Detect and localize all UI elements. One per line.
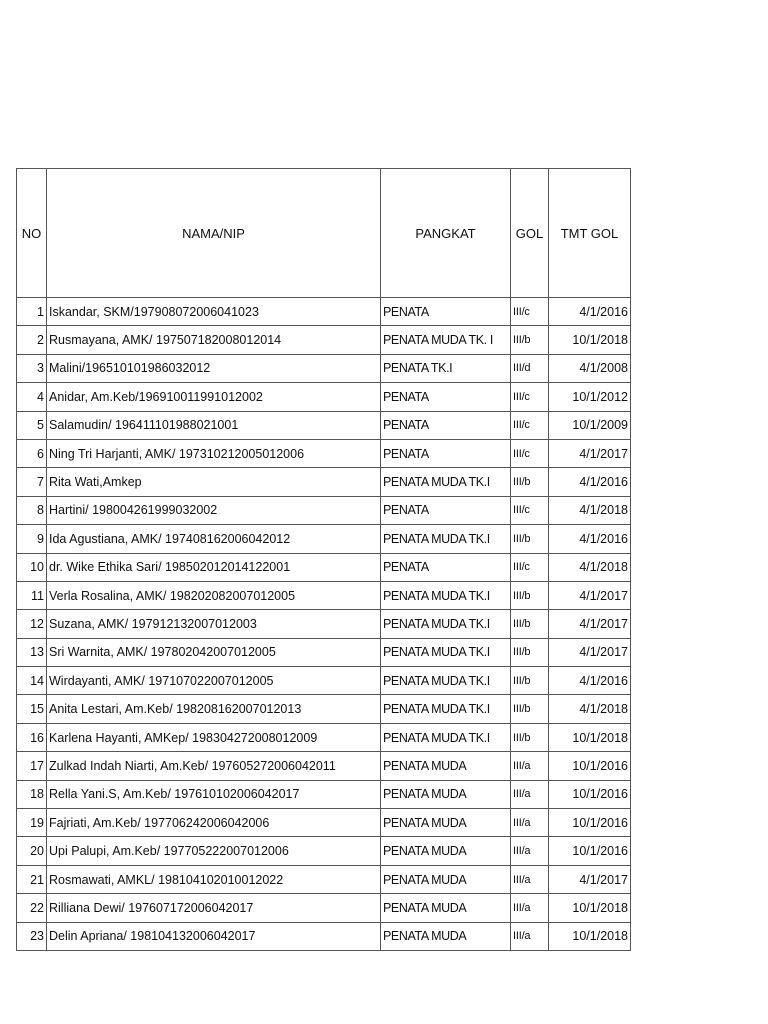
cell-pangkat: PENATA MUDA TK.I [381,667,511,695]
cell-nama-nip: Rusmayana, AMK/ 197507182008012014 [47,326,381,354]
cell-no: 9 [17,525,47,553]
cell-gol: III/a [511,780,549,808]
table-row [17,865,631,893]
table-row [17,610,631,638]
cell-nama-nip: Ning Tri Harjanti, AMK/ 197310212005012006 [47,439,381,467]
cell-no: 5 [17,411,47,439]
cell-tmt-gol: 4/1/2016 [549,525,631,553]
cell-no: 10 [17,553,47,581]
cell-tmt-gol: 10/1/2012 [549,383,631,411]
table-row [17,809,631,837]
cell-nama-nip: Zulkad Indah Niarti, Am.Keb/ 197605272006042011 [47,752,381,780]
table-row [17,581,631,609]
header-row [17,169,631,298]
cell-pangkat: PENATA MUDA [381,780,511,808]
cell-tmt-gol: 4/1/2017 [549,610,631,638]
cell-pangkat: PENATA MUDA [381,922,511,950]
cell-no: 17 [17,752,47,780]
cell-nama-nip: Anidar, Am.Keb/196910011991012002 [47,383,381,411]
cell-pangkat: PENATA MUDA TK.I [381,723,511,751]
cell-gol: III/c [511,439,549,467]
cell-tmt-gol: 4/1/2018 [549,695,631,723]
cell-tmt-gol: 4/1/2016 [549,468,631,496]
cell-pangkat: PENATA [381,496,511,524]
cell-no: 6 [17,439,47,467]
cell-gol: III/c [511,383,549,411]
cell-gol: III/a [511,865,549,893]
table-row [17,553,631,581]
cell-pangkat: PENATA MUDA TK.I [381,695,511,723]
cell-nama-nip: Wirdayanti, AMK/ 197107022007012005 [47,667,381,695]
table-row [17,525,631,553]
cell-no: 19 [17,809,47,837]
header-nama-nip: NAMA/NIP [47,169,381,298]
cell-tmt-gol: 4/1/2017 [549,581,631,609]
cell-no: 4 [17,383,47,411]
cell-nama-nip: Rilliana Dewi/ 197607172006042017 [47,894,381,922]
cell-no: 11 [17,581,47,609]
cell-pangkat: PENATA MUDA TK.I [381,581,511,609]
cell-nama-nip: Malini/196510101986032012 [47,354,381,382]
table-row [17,780,631,808]
cell-pangkat: PENATA MUDA TK.I [381,525,511,553]
cell-no: 2 [17,326,47,354]
cell-gol: III/b [511,638,549,666]
cell-no: 20 [17,837,47,865]
cell-nama-nip: Upi Palupi, Am.Keb/ 197705222007012006 [47,837,381,865]
cell-tmt-gol: 10/1/2018 [549,894,631,922]
cell-gol: III/c [511,553,549,581]
cell-nama-nip: Sri Warnita, AMK/ 197802042007012005 [47,638,381,666]
table-row [17,354,631,382]
cell-no: 12 [17,610,47,638]
cell-no: 3 [17,354,47,382]
cell-pangkat: PENATA MUDA [381,865,511,893]
cell-pangkat: PENATA TK.I [381,354,511,382]
cell-pangkat: PENATA [381,553,511,581]
cell-pangkat: PENATA [381,439,511,467]
table-row [17,723,631,751]
cell-nama-nip: Salamudin/ 196411101988021001 [47,411,381,439]
table-row [17,496,631,524]
cell-gol: III/a [511,894,549,922]
cell-pangkat: PENATA MUDA [381,752,511,780]
table-row [17,468,631,496]
cell-pangkat: PENATA MUDA TK.I [381,610,511,638]
cell-tmt-gol: 10/1/2016 [549,780,631,808]
cell-nama-nip: Karlena Hayanti, AMKep/ 198304272008012009 [47,723,381,751]
cell-gol: III/d [511,354,549,382]
cell-no: 21 [17,865,47,893]
cell-gol: III/c [511,298,549,326]
cell-gol: III/b [511,581,549,609]
table-row [17,695,631,723]
header-pangkat: PANGKAT [381,169,511,298]
cell-tmt-gol: 4/1/2018 [549,496,631,524]
cell-nama-nip: Verla Rosalina, AMK/ 198202082007012005 [47,581,381,609]
cell-nama-nip: Ida Agustiana, AMK/ 197408162006042012 [47,525,381,553]
cell-tmt-gol: 4/1/2016 [549,667,631,695]
cell-nama-nip: Anita Lestari, Am.Keb/ 198208162007012013 [47,695,381,723]
cell-nama-nip: Rita Wati,Amkep [47,468,381,496]
cell-no: 18 [17,780,47,808]
cell-no: 23 [17,922,47,950]
cell-gol: III/b [511,326,549,354]
cell-no: 16 [17,723,47,751]
cell-no: 14 [17,667,47,695]
cell-nama-nip: Rosmawati, AMKL/ 198104102010012022 [47,865,381,893]
cell-gol: III/a [511,922,549,950]
cell-pangkat: PENATA MUDA [381,837,511,865]
cell-tmt-gol: 4/1/2017 [549,439,631,467]
table-row [17,638,631,666]
cell-tmt-gol: 4/1/2008 [549,354,631,382]
header-no: NO [17,169,47,298]
cell-tmt-gol: 4/1/2017 [549,638,631,666]
cell-no: 22 [17,894,47,922]
cell-nama-nip: Suzana, AMK/ 197912132007012003 [47,610,381,638]
table-row [17,326,631,354]
table-row [17,298,631,326]
header-tmt-gol: TMT GOL [549,169,631,298]
cell-no: 13 [17,638,47,666]
cell-gol: III/b [511,610,549,638]
cell-pangkat: PENATA MUDA TK. I [381,326,511,354]
cell-tmt-gol: 10/1/2018 [549,922,631,950]
cell-tmt-gol: 4/1/2018 [549,553,631,581]
cell-gol: III/c [511,496,549,524]
table-row [17,894,631,922]
cell-tmt-gol: 10/1/2018 [549,326,631,354]
cell-no: 8 [17,496,47,524]
employee-table [16,168,631,951]
cell-tmt-gol: 10/1/2018 [549,723,631,751]
cell-tmt-gol: 4/1/2016 [549,298,631,326]
cell-nama-nip: Hartini/ 198004261999032002 [47,496,381,524]
cell-tmt-gol: 10/1/2009 [549,411,631,439]
table-body [17,298,631,951]
cell-nama-nip: dr. Wike Ethika Sari/ 198502012014122001 [47,553,381,581]
table-row [17,922,631,950]
cell-gol: III/b [511,723,549,751]
table-row [17,411,631,439]
cell-gol: III/b [511,695,549,723]
cell-tmt-gol: 10/1/2016 [549,837,631,865]
cell-pangkat: PENATA [381,383,511,411]
cell-pangkat: PENATA [381,298,511,326]
cell-tmt-gol: 4/1/2017 [549,865,631,893]
cell-gol: III/b [511,667,549,695]
cell-gol: III/a [511,752,549,780]
cell-no: 7 [17,468,47,496]
cell-gol: III/b [511,525,549,553]
cell-nama-nip: Rella Yani.S, Am.Keb/ 197610102006042017 [47,780,381,808]
cell-pangkat: PENATA MUDA TK.I [381,638,511,666]
table-row [17,837,631,865]
table-row [17,383,631,411]
cell-pangkat: PENATA MUDA [381,809,511,837]
cell-pangkat: PENATA [381,411,511,439]
cell-gol: III/b [511,468,549,496]
header-gol: GOL [511,169,549,298]
cell-gol: III/a [511,837,549,865]
table-row [17,439,631,467]
cell-pangkat: PENATA MUDA TK.I [381,468,511,496]
cell-tmt-gol: 10/1/2016 [549,752,631,780]
cell-no: 15 [17,695,47,723]
table-row [17,667,631,695]
cell-nama-nip: Fajriati, Am.Keb/ 197706242006042006 [47,809,381,837]
cell-nama-nip: Delin Apriana/ 198104132006042017 [47,922,381,950]
cell-gol: III/a [511,809,549,837]
cell-tmt-gol: 10/1/2016 [549,809,631,837]
cell-nama-nip: Iskandar, SKM/197908072006041023 [47,298,381,326]
cell-pangkat: PENATA MUDA [381,894,511,922]
cell-no: 1 [17,298,47,326]
cell-gol: III/c [511,411,549,439]
table-row [17,752,631,780]
